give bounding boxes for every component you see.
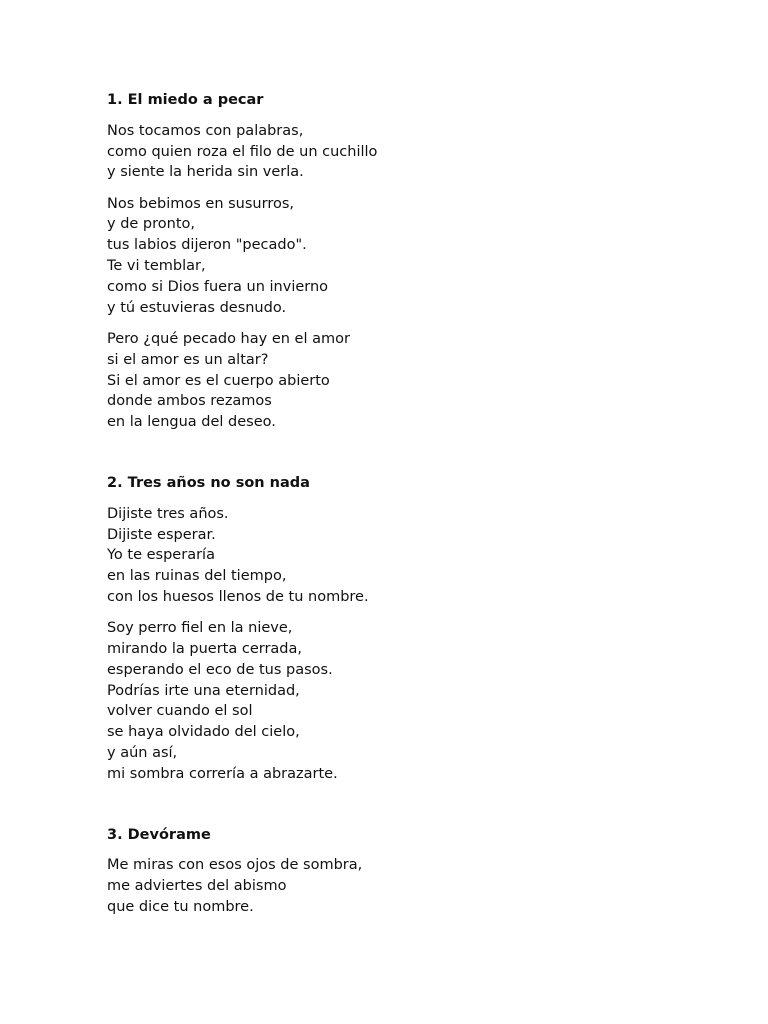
poem-line: Nos bebimos en susurros, <box>107 195 294 212</box>
poem-line: y aún así, <box>107 745 178 762</box>
poem-line: Soy perro fiel en la nieve, <box>107 620 293 637</box>
poem-line: Yo te esperaría <box>107 547 215 564</box>
poem-line: Te vi temblar, <box>107 258 206 275</box>
stanza <box>107 329 707 433</box>
poem-line: y siente la herida sin verla. <box>107 164 304 181</box>
poem-title: 3. Devórame <box>107 826 211 843</box>
poem-line: esperando el eco de tus pasos. <box>107 661 333 678</box>
poem-line: volver cuando el sol <box>107 703 253 720</box>
stanza <box>107 121 707 183</box>
poem-line: Dijiste esperar. <box>107 526 216 543</box>
document-page <box>107 90 707 928</box>
poem-line: Dijiste tres años. <box>107 505 229 522</box>
poem-line: se haya olvidado del cielo, <box>107 724 300 741</box>
poem-line: Podrías irte una eternidad, <box>107 682 300 699</box>
poem-line: si el amor es un altar? <box>107 351 269 368</box>
poem-line: en la lengua del deseo. <box>107 414 276 431</box>
poem-line: que dice tu nombre. <box>107 899 254 915</box>
poem-line: Me miras con esos ojos de sombra, <box>107 857 363 874</box>
poem-tres-anos-no-son-nada <box>107 473 707 785</box>
poem-title: 2. Tres años no son nada <box>107 474 310 491</box>
poem-line: mirando la puerta cerrada, <box>107 641 302 658</box>
stanza <box>107 504 707 608</box>
poem-line: tus labios dijeron "pecado". <box>107 237 307 254</box>
poem-line: Pero ¿qué pecado hay en el amor <box>107 330 350 347</box>
poem-devorame <box>107 825 707 918</box>
poem-line: me adviertes del abismo <box>107 878 287 895</box>
poem-line: como si Dios fuera un invierno <box>107 278 329 295</box>
poem-line: en las ruinas del tiempo, <box>107 568 287 585</box>
stanza <box>107 194 707 319</box>
poem-line: Nos tocamos con palabras, <box>107 122 304 139</box>
poem-line: mi sombra correría a abrazarte. <box>107 765 338 782</box>
poem-line: como quien roza el filo de un cuchillo <box>107 143 378 160</box>
poem-el-miedo-a-pecar <box>107 90 707 433</box>
poem-line: donde ambos rezamos <box>107 393 272 410</box>
stanza <box>107 855 707 917</box>
stanza <box>107 618 707 784</box>
poem-line: con los huesos llenos de tu nombre. <box>107 588 369 605</box>
poem-line: y de pronto, <box>107 216 195 233</box>
poem-title: 1. El miedo a pecar <box>107 92 264 108</box>
poem-line: y tú estuvieras desnudo. <box>107 299 287 316</box>
poem-line: Si el amor es el cuerpo abierto <box>107 372 330 389</box>
